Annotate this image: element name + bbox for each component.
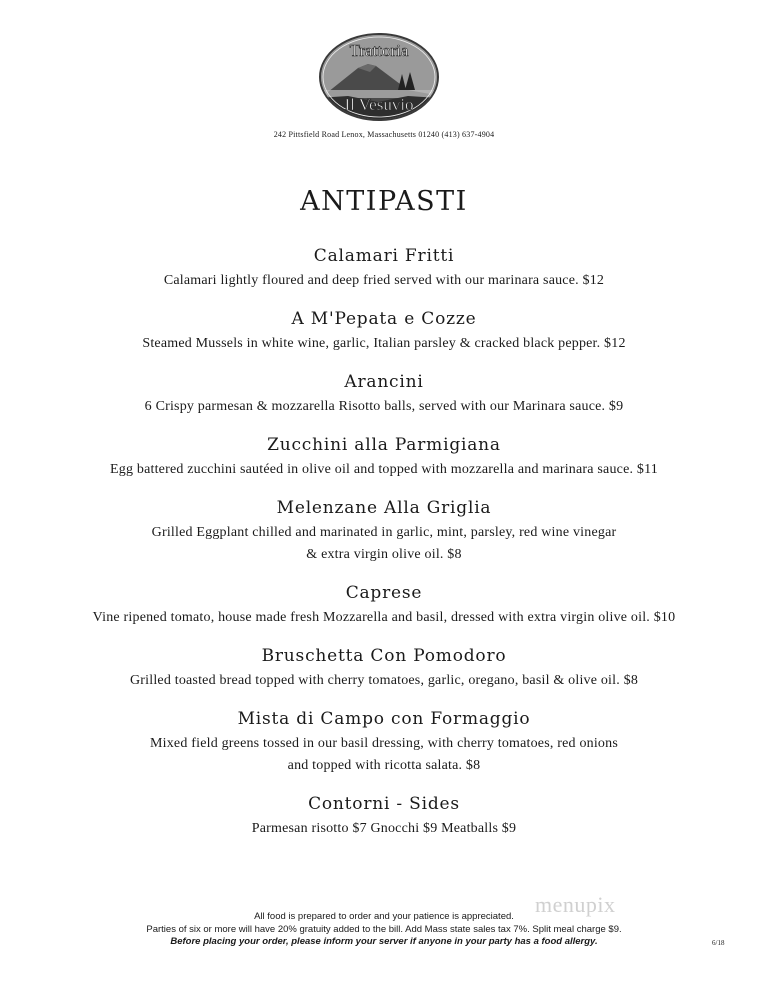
menu-item-zucchini-parmigiana xyxy=(0,433,768,481)
logo-text-trattoria: Trattoria xyxy=(349,41,409,60)
item-name: A M'Pepata e Cozze xyxy=(291,309,477,329)
menu-item-contorni-sides xyxy=(0,792,768,840)
menu-item-arancini xyxy=(0,370,768,418)
restaurant-address: 242 Pittsfield Road Lenox, Massachusetts 01240 (413) 637-4904 xyxy=(273,130,495,139)
menu-item-bruschetta xyxy=(0,644,768,692)
item-description: Calamari lightly floured and deep fried served with our marinara sauce. $12 xyxy=(163,273,605,288)
item-name: Arancini xyxy=(344,372,424,392)
item-name: Caprese xyxy=(345,583,423,603)
item-description: Grilled Eggplant chilled and marinated in garlic, mint, parsley, red wine vinegar xyxy=(151,525,617,540)
menu-item-mpepata-cozze xyxy=(0,307,768,355)
footer-notes xyxy=(0,911,768,949)
footer-line-gratuity: Parties of six or more will have 20% gratuity added to the bill. Add Mass state sales tax 7%. Split meal charge $9. xyxy=(146,923,622,935)
menu-items xyxy=(0,244,768,855)
item-name: Bruschetta Con Pomodoro xyxy=(261,646,507,666)
item-description: Vine ripened tomato, house made fresh Mozzarella and basil, dressed with extra virgin olive oil. $10 xyxy=(92,610,676,625)
item-name: Contorni - Sides xyxy=(308,794,460,814)
logo-text-il-vesuvio: Il Vesuvio xyxy=(344,95,414,114)
section-title: ANTIPASTI xyxy=(300,186,468,218)
footer-line-patience: All food is prepared to order and your patience is appreciated. xyxy=(254,911,514,922)
item-description-line2: and topped with ricotta salata. $8 xyxy=(287,758,481,773)
item-name: Melenzane Alla Griglia xyxy=(276,498,492,518)
menu-version: 6/18 xyxy=(712,939,725,947)
item-description-line2: & extra virgin olive oil. $8 xyxy=(306,547,462,562)
restaurant-logo xyxy=(318,32,440,122)
item-description: Parmesan risotto $7 Gnocchi $9 Meatballs $9 xyxy=(251,821,517,836)
menu-item-caprese xyxy=(0,581,768,629)
item-description: Egg battered zucchini sautéed in olive oil and topped with mozzarella and marinara sauce. $11 xyxy=(110,462,658,477)
item-description: Steamed Mussels in white wine, garlic, Italian parsley & cracked black pepper. $12 xyxy=(142,336,626,351)
logo-emblem xyxy=(318,32,440,122)
footer-line-allergy: Before placing your order, please inform your server if anyone in your party has a food allergy. xyxy=(170,936,598,947)
item-name: Calamari Fritti xyxy=(313,246,455,266)
menupix-watermark: menupix xyxy=(535,892,616,917)
item-description: Mixed field greens tossed in our basil dressing, with cherry tomatoes, red onions xyxy=(149,736,618,751)
menu-item-mista-di-campo xyxy=(0,707,768,777)
menu-item-melenzane-griglia xyxy=(0,496,768,566)
item-name: Zucchini alla Parmigiana xyxy=(267,435,501,455)
item-description: Grilled toasted bread topped with cherry tomatoes, garlic, oregano, basil & olive oil. $8 xyxy=(129,673,639,688)
item-name: Mista di Campo con Formaggio xyxy=(237,709,531,729)
menu-item-calamari-fritti xyxy=(0,244,768,292)
item-description: 6 Crispy parmesan & mozzarella Risotto balls, served with our Marinara sauce. $9 xyxy=(144,399,624,414)
